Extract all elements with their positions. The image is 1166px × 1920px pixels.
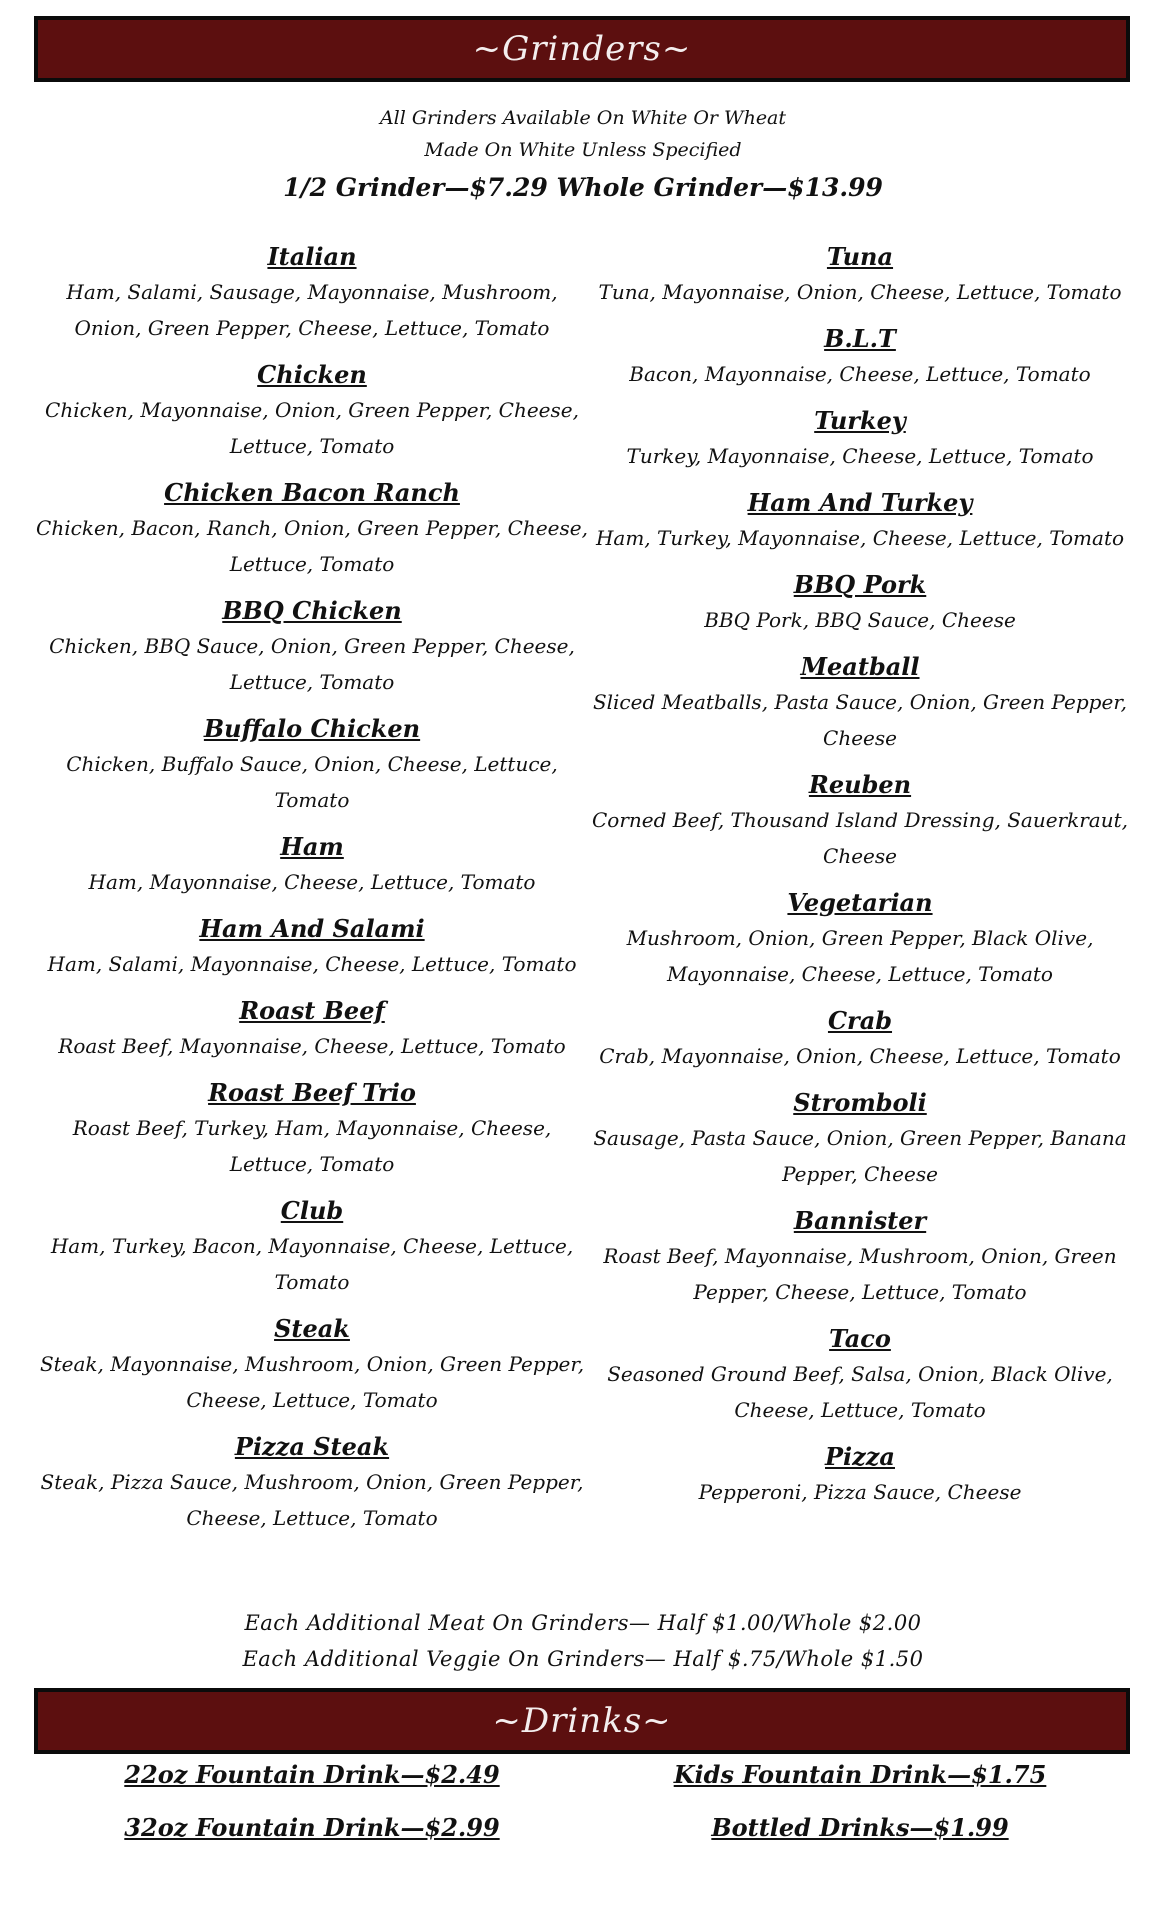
item-name: BBQ Pork xyxy=(793,570,927,599)
menu-item xyxy=(32,830,592,900)
menu-item xyxy=(580,886,1140,992)
item-name: Italian xyxy=(267,242,357,271)
drinks-banner: ~Drinks~ xyxy=(34,1688,1130,1754)
item-description: Sliced Meatballs, Pasta Sauce, Onion, Green Pepper, Cheese xyxy=(592,690,1128,750)
item-description: Mushroom, Onion, Green Pepper, Black Olive, Mayonnaise, Cheese, Lettuce, Tomato xyxy=(626,926,1094,986)
item-name: Vegetarian xyxy=(787,888,933,917)
grinder-prices: 1/2 Grinder—$7.29 Whole Grinder—$13.99 xyxy=(283,173,883,202)
grinders-banner: ~Grinders~ xyxy=(34,16,1130,82)
menu-item xyxy=(580,486,1140,556)
menu-item xyxy=(32,994,592,1064)
bread-options: All Grinders Available On White Or Wheat xyxy=(379,107,787,129)
item-description: Chicken, BBQ Sauce, Onion, Green Pepper, Cheese, Lettuce, Tomato xyxy=(49,634,575,694)
item-description: Roast Beef, Turkey, Ham, Mayonnaise, Cheese, Lettuce, Tomato xyxy=(72,1116,552,1176)
item-name: Crab xyxy=(827,1006,893,1035)
menu-item xyxy=(580,768,1140,874)
item-description: Turkey, Mayonnaise, Cheese, Lettuce, Tomato xyxy=(626,444,1094,468)
menu-item xyxy=(32,1194,592,1300)
menu-item xyxy=(580,1004,1140,1074)
menu-item xyxy=(32,476,592,582)
menu-item xyxy=(32,1312,592,1418)
drink-item: 32oz Fountain Drink—$2.99 xyxy=(124,1813,500,1842)
item-description: Ham, Turkey, Bacon, Mayonnaise, Cheese, Lettuce, Tomato xyxy=(50,1234,574,1294)
item-name: Ham And Turkey xyxy=(747,488,973,517)
menu-item xyxy=(580,650,1140,756)
menu-item xyxy=(580,322,1140,392)
item-name: Taco xyxy=(829,1324,891,1353)
item-name: Stromboli xyxy=(793,1088,927,1117)
item-name: Roast Beef Trio xyxy=(208,1078,416,1107)
right-menu-column xyxy=(580,240,1140,1522)
item-description: Sausage, Pasta Sauce, Onion, Green Pepper, Banana Pepper, Cheese xyxy=(593,1126,1127,1186)
menu-item xyxy=(32,712,592,818)
menu-item xyxy=(580,568,1140,638)
grinders-intro xyxy=(0,102,1166,206)
menu-item xyxy=(32,912,592,982)
drink-item: Bottled Drinks—$1.99 xyxy=(711,1813,1009,1842)
item-description: Roast Beef, Mayonnaise, Cheese, Lettuce, Tomato xyxy=(58,1034,566,1058)
item-description: Ham, Turkey, Mayonnaise, Cheese, Lettuce, Tomato xyxy=(595,526,1125,550)
item-name: Pizza xyxy=(825,1442,895,1471)
item-name: Tuna xyxy=(826,242,894,271)
item-description: Tuna, Mayonnaise, Onion, Cheese, Lettuce, Tomato xyxy=(598,280,1122,304)
item-description: Seasoned Ground Beef, Salsa, Onion, Black Olive, Cheese, Lettuce, Tomato xyxy=(607,1362,1113,1422)
left-menu-column xyxy=(32,240,592,1548)
item-description: Chicken, Mayonnaise, Onion, Green Pepper, Cheese, Lettuce, Tomato xyxy=(45,398,579,458)
item-name: Ham xyxy=(280,832,344,861)
item-description: Ham, Salami, Mayonnaise, Cheese, Lettuce, Tomato xyxy=(47,952,577,976)
menu-item xyxy=(580,404,1140,474)
drink-item: 22oz Fountain Drink—$2.49 xyxy=(124,1760,500,1789)
item-name: Buffalo Chicken xyxy=(203,714,421,743)
item-name: Meatball xyxy=(800,652,920,681)
menu-item xyxy=(32,240,592,346)
item-description: Ham, Mayonnaise, Cheese, Lettuce, Tomato xyxy=(88,870,536,894)
item-name: Club xyxy=(280,1196,344,1225)
default-bread-note: Made On White Unless Specified xyxy=(424,139,742,161)
item-name: Reuben xyxy=(808,770,912,799)
item-description: Pepperoni, Pizza Sauce, Cheese xyxy=(698,1480,1022,1504)
item-name: Ham And Salami xyxy=(199,914,425,943)
item-description: Crab, Mayonnaise, Onion, Cheese, Lettuce, Tomato xyxy=(599,1044,1121,1068)
item-description: Bacon, Mayonnaise, Cheese, Lettuce, Tomato xyxy=(629,362,1091,386)
item-description: Ham, Salami, Sausage, Mayonnaise, Mushroom, Onion, Green Pepper, Cheese, Lettuce, Tomato xyxy=(66,280,558,340)
menu-item xyxy=(580,1440,1140,1510)
item-name: Chicken Bacon Ranch xyxy=(164,478,460,507)
item-name: Bannister xyxy=(793,1206,927,1235)
menu-item xyxy=(580,1086,1140,1192)
extra-meat-price: Each Additional Meat On Grinders— Half $1.00/Whole $2.00 xyxy=(244,1611,922,1635)
item-name: Roast Beef xyxy=(239,996,385,1025)
item-name: Turkey xyxy=(814,406,906,435)
item-description: Corned Beef, Thousand Island Dressing, Sauerkraut, Cheese xyxy=(592,808,1128,868)
item-name: Steak xyxy=(274,1314,350,1343)
menu-item xyxy=(580,240,1140,310)
additional-toppings xyxy=(0,1605,1166,1677)
menu-item xyxy=(580,1204,1140,1310)
drink-item: Kids Fountain Drink—$1.75 xyxy=(673,1760,1047,1789)
item-description: BBQ Pork, BBQ Sauce, Cheese xyxy=(704,608,1016,632)
menu-item xyxy=(32,1430,592,1536)
item-name: Chicken xyxy=(257,360,367,389)
item-name: BBQ Chicken xyxy=(222,596,402,625)
item-description: Steak, Mayonnaise, Mushroom, Onion, Green Pepper, Cheese, Lettuce, Tomato xyxy=(39,1352,585,1412)
item-description: Steak, Pizza Sauce, Mushroom, Onion, Green Pepper, Cheese, Lettuce, Tomato xyxy=(40,1470,584,1530)
extra-veggie-price: Each Additional Veggie On Grinders— Half $.75/Whole $1.50 xyxy=(242,1647,924,1671)
item-name: B.L.T xyxy=(824,324,896,353)
menu-item xyxy=(580,1322,1140,1428)
item-name: Pizza Steak xyxy=(234,1432,390,1461)
menu-item xyxy=(32,594,592,700)
menu-item xyxy=(32,358,592,464)
item-description: Chicken, Bacon, Ranch, Onion, Green Pepper, Cheese, Lettuce, Tomato xyxy=(36,516,588,576)
menu-item xyxy=(32,1076,592,1182)
item-description: Chicken, Buffalo Sauce, Onion, Cheese, Lettuce, Tomato xyxy=(66,752,558,812)
item-description: Roast Beef, Mayonnaise, Mushroom, Onion, Green Pepper, Cheese, Lettuce, Tomato xyxy=(603,1244,1117,1304)
